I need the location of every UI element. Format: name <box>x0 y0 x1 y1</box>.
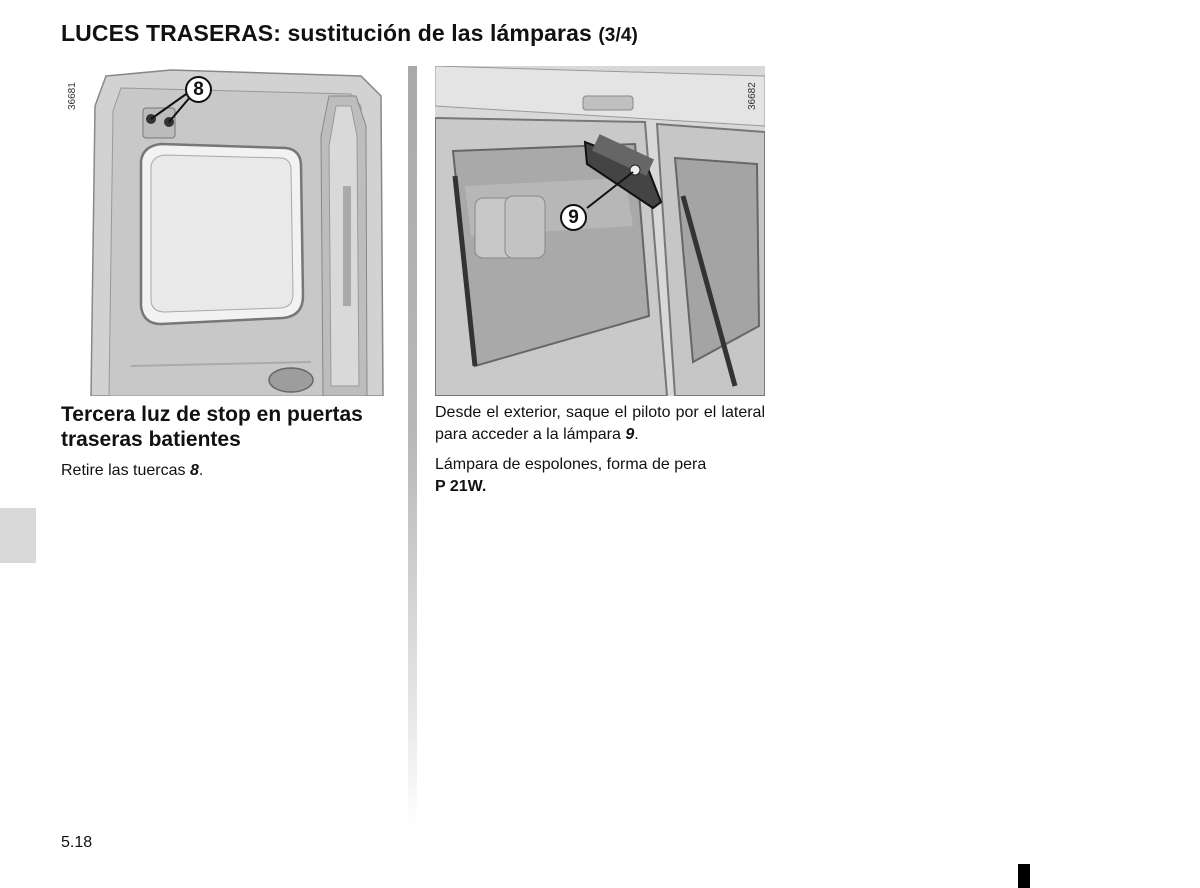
section-heading: Tercera luz de stop en puertas traseras batientes <box>61 403 363 451</box>
callout-9: 9 <box>560 204 587 231</box>
figure-brake-light <box>435 66 765 396</box>
figure-number: 36682 <box>747 82 758 110</box>
corner-mark <box>1018 864 1030 888</box>
reference-9: 9 <box>625 426 635 443</box>
lamp-code: P 21W. <box>435 478 487 495</box>
instruction-remove-nuts <box>61 460 391 482</box>
text-run: Desde el exterior, saque el piloto por el lateral para acceder a la lámpara <box>435 404 765 443</box>
figure-rear-door <box>61 66 391 396</box>
title-part-indicator: (3/4) <box>598 25 638 46</box>
reference-8: 8 <box>189 462 199 479</box>
text-run: . <box>198 462 204 479</box>
column-divider <box>408 66 417 826</box>
text-run: . <box>634 426 639 443</box>
text-run: Retire las tuercas <box>61 462 190 479</box>
instruction-remove-light <box>435 402 765 446</box>
callout-8: 8 <box>185 76 212 103</box>
page-number: 5.18 <box>61 834 93 851</box>
figure-number: 36681 <box>67 82 78 110</box>
rear-door-illustration <box>61 66 391 396</box>
chapter-tab <box>0 508 36 563</box>
text-run: Lámpara de espolones, forma de pera <box>435 456 707 473</box>
brake-light-illustration <box>435 66 765 396</box>
title-text: LUCES TRASERAS: sustitución de las lámparas <box>61 20 592 46</box>
lamp-type <box>435 454 765 498</box>
page-title <box>61 20 638 47</box>
